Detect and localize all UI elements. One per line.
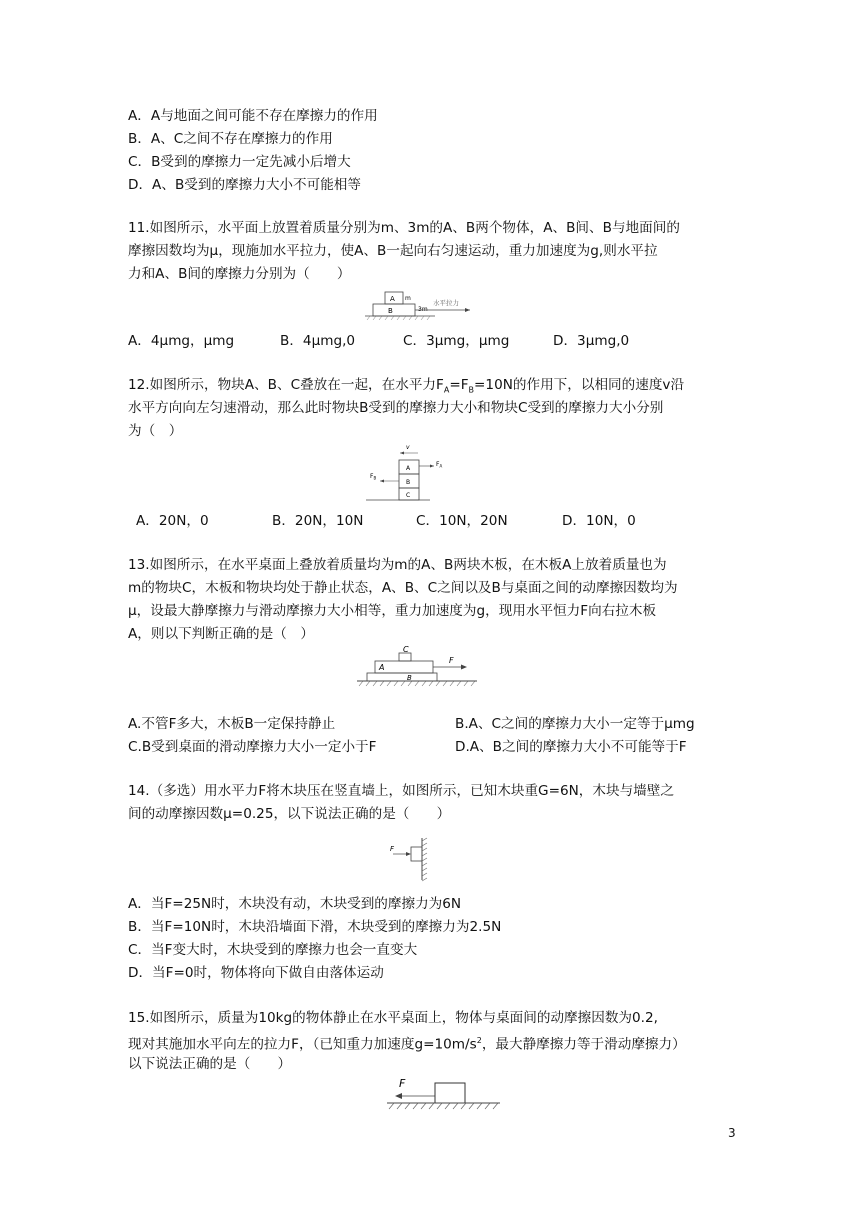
q13-fig-label-c: C — [403, 645, 409, 654]
q13-fig-label-b: B — [407, 674, 412, 682]
q15-stem-line2-pre: 现对其施加水平向左的拉力F，（已知重力加速度g=10m/s — [128, 1036, 477, 1053]
q12-stem-line3: 为（ ） — [128, 423, 183, 439]
q11-fig-label-b: B — [388, 307, 393, 315]
q14-fig-label-f: F — [390, 845, 395, 853]
q13-option-a: A.不管F多大，木板B一定保持静止 — [128, 716, 336, 732]
q11-option-c: C．3μmg，μmg — [403, 333, 510, 349]
page-number: 3 — [728, 1126, 736, 1140]
q12-fig-label-a: A — [406, 465, 411, 472]
q11-option-b: B．4μmg,0 — [280, 333, 356, 349]
q10-option-c: C．B受到的摩擦力一定先减小后增大 — [128, 154, 351, 170]
q12-stem-line1-post: =10N的作用下，以相同的速度v沿 — [474, 377, 685, 393]
q12-option-d: D．10N，0 — [562, 513, 636, 529]
q12-fig-label-v: v — [406, 444, 410, 451]
q15-stem-line1: 15.如图所示，质量为10kg的物体静止在水平桌面上，物体与桌面间的动摩擦因数为0.2, — [128, 1010, 658, 1026]
q12-option-a: A．20N，0 — [136, 513, 209, 529]
q12-fig-label-b: B — [406, 479, 411, 486]
q10-option-a: A．A与地面之间可能不存在摩擦力的作用 — [128, 108, 378, 124]
q12-stem-line1 — [128, 375, 684, 401]
q14-option-a: A．当F=25N时，木块没有动，木块受到的摩擦力为6N — [128, 896, 462, 912]
q12-fig-label-c: C — [406, 492, 411, 499]
q14-stem-line1: 14.（多选）用水平力F将木块压在竖直墙上，如图所示，已知木块重G=6N，木块与墙壁之 — [128, 783, 674, 799]
q13-option-d: D.A、B之间的摩擦力大小不可能等于F — [455, 739, 687, 755]
q13-stem-line4: A，则以下判断正确的是（ ） — [128, 626, 315, 642]
q11-fig-label-3m: 3m — [418, 306, 428, 313]
q12-sub-b: B — [468, 385, 475, 395]
q13-stem-line3: μ，设最大静摩擦力与滑动摩擦力大小相等，重力加速度为g，现用水平恒力F向右拉木板 — [128, 603, 657, 619]
q11-stem-line2: 摩擦因数均为μ，现施加水平拉力，使A、B一起向右匀速运动，重力加速度为g,则水平拉 — [128, 243, 658, 259]
q15-sup-2: 2 — [476, 1036, 482, 1045]
q10-option-d: D．A、B受到的摩擦力大小不可能相等 — [128, 177, 361, 193]
q12-stem-line2: 水平方向向左匀速滑动，那么此时物块B受到的摩擦力大小和物块C受到的摩擦力大小分别 — [128, 400, 664, 416]
q12-option-b: B．20N，10N — [272, 513, 364, 529]
q14-figure — [387, 836, 437, 882]
q13-option-c: C.B受到桌面的滑动摩擦力大小一定小于F — [128, 739, 377, 755]
q12-fig-label-fb — [370, 473, 376, 481]
q11-stem-line1: 11.如图所示，水平面上放置着质量分别为m、3m的A、B两个物体，A、B间、B与地面间的 — [128, 220, 680, 236]
q15-stem-line2 — [128, 1031, 686, 1055]
q14-option-b: B．当F=10N时，木块沿墙面下滑，木块受到的摩擦力为2.5N — [128, 919, 502, 935]
q13-stem-line2: m的物块C，木板和物块均处于静止状态，A、B、C之间以及B与桌面之间的动摩擦因数均为 — [128, 580, 678, 596]
q14-option-c: C．当F变大时，木块受到的摩擦力也会一直变大 — [128, 942, 418, 958]
q14-stem-line2: 间的动摩擦因数μ=0.25，以下说法正确的是（ ） — [128, 806, 451, 822]
q13-fig-label-a: A — [379, 663, 385, 672]
q15-fig-label-f: F — [399, 1077, 406, 1090]
q11-fig-label-force: 水平拉力 — [433, 299, 459, 307]
q11-fig-label-a: A — [390, 295, 395, 303]
q13-stem-line1: 13.如图所示，在水平桌面上叠放着质量均为m的A、B两块木板，在木板A上放着质量也为 — [128, 557, 667, 573]
q13-figure — [357, 643, 482, 689]
q11-figure — [365, 288, 500, 324]
q12-figure — [366, 442, 456, 504]
q11-option-d: D．3μmg,0 — [553, 333, 630, 349]
q12-fig-label-fa — [436, 461, 442, 469]
q11-fig-label-m: m — [405, 295, 411, 302]
q13-option-b: B.A、C之间的摩擦力大小一定等于μmg — [455, 716, 695, 732]
q12-option-c: C．10N，20N — [416, 513, 508, 529]
q11-option-a: A．4μmg，μmg — [128, 333, 235, 349]
q15-stem-line3: 以下说法正确的是（ ） — [128, 1056, 292, 1072]
q12-stem-line1-pre: 12.如图所示，物块A、B、C叠放在一起，在水平力F — [128, 377, 444, 393]
q12-fig-fa-letter: F — [436, 461, 440, 468]
q15-figure — [385, 1074, 505, 1114]
q11-stem-line3: 力和A、B间的摩擦力分别为（ ） — [128, 266, 351, 282]
q12-eq: =F — [449, 377, 469, 393]
q12-fig-fb-letter: F — [370, 473, 374, 480]
q12-fig-fb-sub: B — [373, 475, 377, 481]
q15-stem-line2-post: ，最大静摩擦力等于滑动摩擦力） — [481, 1036, 686, 1053]
q13-fig-label-f: F — [449, 656, 454, 665]
q14-option-d: D．当F=0时，物体将向下做自由落体运动 — [128, 965, 384, 981]
q12-fig-fa-sub: A — [439, 463, 443, 469]
q10-option-b: B．A、C之间不存在摩擦力的作用 — [128, 131, 333, 147]
q12-sub-a: A — [443, 385, 450, 395]
